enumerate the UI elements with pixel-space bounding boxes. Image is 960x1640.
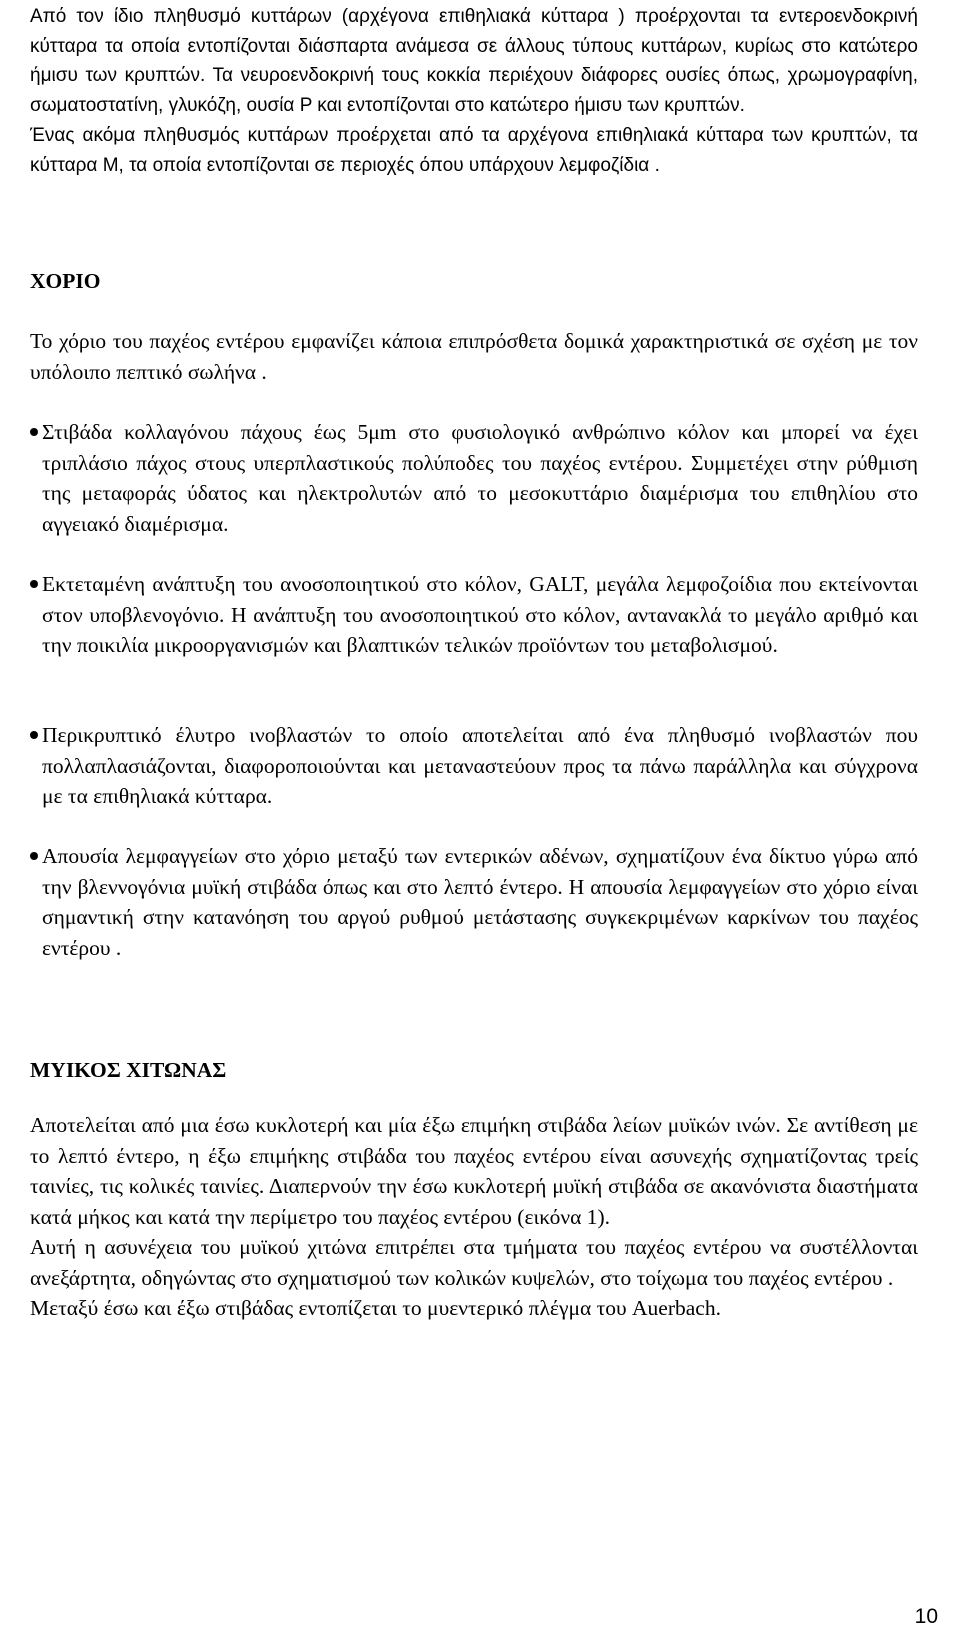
bullet-text: Περικρυπτικό έλυτρο ινοβλαστών το οποίο αποτελείται από ένα πληθυσμό ινοβλαστών που πολλαπλασιάζονται, διαφοροποιούνται και μεταναστεύουν προς τα πάνω παράλληλα και σύγχρονα με τα επιθηλιακά κύτταρα.: [42, 723, 918, 808]
bullet-icon: [30, 428, 38, 436]
bullet-list-item: [30, 417, 918, 539]
chorio-intro-paragraph: Το χόριο του παχέος εντέρου εμφανίζει κάποια επιπρόσθετα δομικά χαρακτηριστικά σε σχέση με τον υπόλοιπο πεπτικό σωλήνα .: [30, 329, 918, 384]
bullet-text: Απουσία λεμφαγγείων στο χόριο μεταξύ των εντερικών αδένων, σχηματίζουν ένα δίκτυο γύρω από την βλεννογόνια μυϊκή στιβάδα όπως και στο λεπτό έντερο. Η απουσία λεμφαγγείων στο χόριο είναι σημαντική στην κατανόηση του αργού ρυθμού μετάστασης συγκεκριμένων καρκίνων του παχέος εντέρου .: [42, 844, 918, 960]
section-heading-muscle: ΜΥΙΚΟΣ ΧΙΤΩΝΑΣ: [30, 1058, 227, 1082]
bullet-list-item: [30, 720, 918, 812]
bullet-text: Στιβάδα κολλαγόνου πάχους έως 5μm στο φυσιολογικό ανθρώπινο κόλον και μπορεί να έχει τριπλάσιο πάχος στους υπερπλαστικούς πολύποδες του παχέος εντέρου. Συμμετέχει στην ρύθμιση της μεταφοράς ύδατος και ηλεκτρολυτών από το μεσοκυττάριο διαμέρισμα του επιθηλίου στο αγγειακό διαμέρισμα.: [42, 420, 918, 536]
intro-paragraph-2: Ένας ακόμα πληθυσμός κυττάρων προέρχεται από τα αρχέγονα επιθηλιακά κύτταρα των κρυπτών, τα κύτταρα M, τα οποία εντοπίζονται σε περιοχές όπου υπάρχουν λεμφοζίδια .: [30, 125, 918, 176]
muscle-section-body: [30, 1110, 918, 1324]
section-heading-chorio: ΧΟΡΙΟ: [30, 269, 101, 293]
muscle-paragraph-2: Αυτή η ασυνέχεια του μυϊκού χιτώνα επιτρέπει στα τμήματα του παχέος εντέρου να συστέλλονται ανεξάρτητα, οδηγώντας στο σχηματισμού των κολικών κυψελών, στο τοίχωμα του παχέος εντέρου .: [30, 1235, 918, 1290]
bullet-icon: [30, 731, 38, 739]
bullet-list-item: [30, 569, 918, 661]
bullet-icon: [30, 580, 38, 588]
bullet-text: Εκτεταμένη ανάπτυξη του ανοσοποιητικού στο κόλον, GALT, μεγάλα λεμφοζοίδια που εκτείνονται στον υποβλενογόνιο. Η ανάπτυξη του ανοσοποιητικού στο κόλον, αντανακλά το μεγάλο αριθμό και την ποικιλία μικροοργανισμών και βλαπτικών τελικών προϊόντων του μεταβολισμού.: [42, 572, 918, 657]
page-number: 10: [914, 1605, 938, 1628]
intro-paragraph-1: Από τον ίδιο πληθυσμό κυττάρων (αρχέγονα επιθηλιακά κύτταρα ) προέρχονται τα εντεροενδοκρινή κύτταρα τα οποία εντοπίζονται διάσπαρτα ανάμεσα σε άλλους τύπους κυττάρων, κυρίως στο κατώτερο ήμισυ των κρυπτών. Τα νευροενδοκρινή τους κοκκία περιέχουν διάφορες ουσίες όπως, χρωμογραφίνη, σωματοστατίνη, γλυκόζη, ουσία P και εντοπίζονται στο κατώτερο ήμισυ των κρυπτών.: [30, 6, 918, 116]
bullet-list-item: [30, 841, 918, 963]
muscle-paragraph-1: Αποτελείται από μια έσω κυκλοτερή και μία έξω επιμήκη στιβάδα λείων μυϊκών ινών. Σε αντίθεση με το λεπτό έντερο, η έξω επιμήκης στιβάδα του παχέος εντέρου είναι ασυνεχής σχηματίζοντας τρείς ταινίες, τις κολικές ταινίες. Διαπερνούν την έσω κυκλοτερή μυϊκή στιβάδα σε ακανόνιστα διαστήματα κατά μήκος και κατά την περίμετρο του παχέος εντέρου (εικόνα 1).: [30, 1113, 918, 1229]
bullet-icon: [30, 852, 38, 860]
muscle-paragraph-3: Μεταξύ έσω και έξω στιβάδας εντοπίζεται το μυεντερικό πλέγμα του Auerbach.: [30, 1296, 721, 1320]
